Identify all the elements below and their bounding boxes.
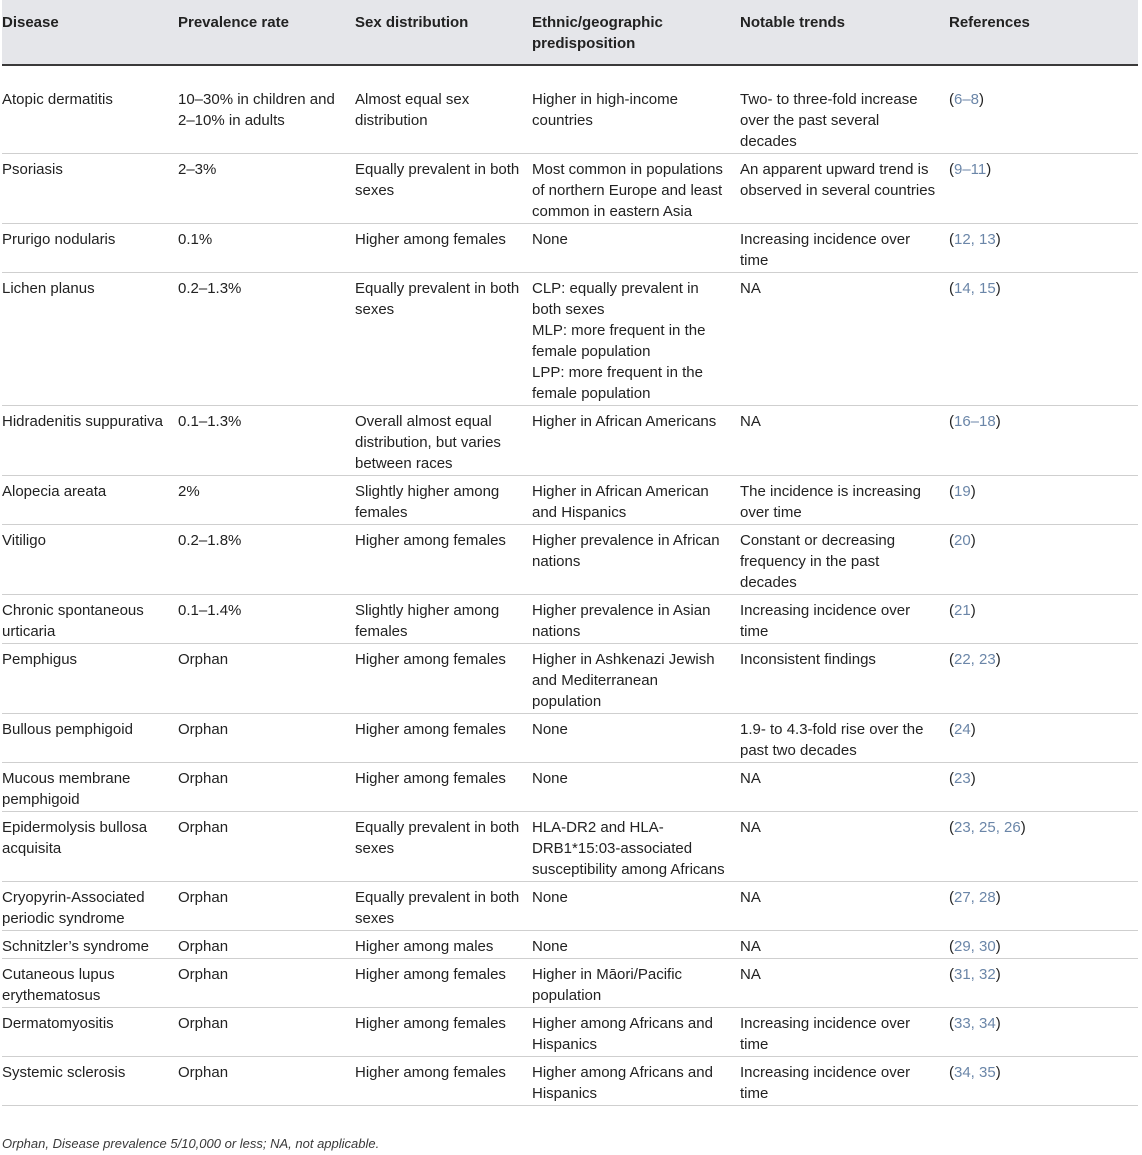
table-row: [2, 224, 1138, 273]
notable-trends-cell: Increasing incidence over time: [740, 231, 911, 269]
disease-cell: Atopic dermatitis: [2, 91, 113, 108]
disease-cell: Lichen planus: [2, 280, 95, 297]
notable-trends-cell: NA: [740, 819, 761, 836]
table-row: [2, 1008, 1138, 1057]
document-page: [2, 0, 1138, 1106]
ethnic-cell: None: [532, 889, 568, 906]
notable-trends-cell: NA: [740, 889, 761, 906]
header-disease: Disease: [2, 14, 59, 31]
table-row: [2, 763, 1138, 812]
ethnic-line: MLP: more frequent in the female population: [532, 322, 706, 360]
ethnic-cell: None: [532, 770, 568, 787]
reference-link[interactable]: 21: [954, 602, 971, 619]
sex-distribution-cell: Higher among females: [355, 966, 506, 983]
header-notable-trends: Notable trends: [740, 14, 846, 31]
reference-link[interactable]: 31, 32: [954, 966, 996, 983]
references-cell: (31, 32): [949, 966, 1001, 983]
ethnic-cell: Higher prevalence in African nations: [532, 532, 720, 570]
references-cell: (24): [949, 721, 976, 738]
prevalence-cell: Orphan: [178, 938, 229, 955]
prevalence-cell: 0.1%: [178, 231, 213, 248]
ethnic-cell: Higher among Africans and Hispanics: [532, 1015, 713, 1053]
prevalence-cell: 0.2–1.8%: [178, 532, 242, 549]
disease-cell: Cutaneous lupus erythematosus: [2, 966, 115, 1004]
notable-trends-cell: 1.9- to 4.3-fold rise over the past two decades: [740, 721, 924, 759]
references-cell: (14, 15): [949, 280, 1001, 297]
reference-link[interactable]: 29, 30: [954, 938, 996, 955]
ethnic-line: LPP: more frequent in the female population: [532, 364, 703, 402]
notable-trends-cell: NA: [740, 280, 761, 297]
prevalence-cell: Orphan: [178, 889, 229, 906]
ethnic-cell: Higher in high-income countries: [532, 91, 678, 129]
table-body: [2, 65, 1138, 1106]
reference-link[interactable]: 19: [954, 483, 971, 500]
sex-distribution-cell: Slightly higher among females: [355, 483, 500, 521]
table-row: [2, 273, 1138, 406]
table-header: [2, 0, 1138, 65]
prevalence-cell: Orphan: [178, 721, 229, 738]
prevalence-cell: 10–30% in children and 2–10% in adults: [178, 91, 335, 129]
table-row: [2, 812, 1138, 882]
ethnic-cell: None: [532, 938, 568, 955]
sex-distribution-cell: Slightly higher among females: [355, 602, 500, 640]
sex-distribution-cell: Higher among females: [355, 721, 506, 738]
sex-distribution-cell: Higher among females: [355, 1015, 506, 1032]
references-cell: (21): [949, 602, 976, 619]
ethnic-cell: None: [532, 721, 568, 738]
references-cell: (29, 30): [949, 938, 1001, 955]
prevalence-cell: Orphan: [178, 770, 229, 787]
reference-link[interactable]: 34, 35: [954, 1064, 996, 1081]
reference-link[interactable]: 23: [954, 770, 971, 787]
notable-trends-cell: The incidence is increasing over time: [740, 483, 921, 521]
notable-trends-cell: Increasing incidence over time: [740, 1015, 911, 1053]
notable-trends-cell: Two- to three-fold increase over the past several decades: [740, 91, 918, 150]
prevalence-cell: 2–3%: [178, 161, 217, 178]
prevalence-cell: 0.2–1.3%: [178, 280, 242, 297]
notable-trends-cell: An apparent upward trend is observed in several countries: [740, 161, 936, 199]
disease-cell: Chronic spontaneous urticaria: [2, 602, 144, 640]
ethnic-cell: Higher among Africans and Hispanics: [532, 1064, 713, 1102]
references-cell: (19): [949, 483, 976, 500]
references-cell: (6–8): [949, 91, 985, 108]
disease-cell: Cryopyrin-Associated periodic syndrome: [2, 889, 145, 927]
table-footnote: Orphan, Disease prevalence 5/10,000 or less; NA, not applicable.: [2, 1136, 380, 1151]
notable-trends-cell: NA: [740, 770, 761, 787]
reference-link[interactable]: 27, 28: [954, 889, 996, 906]
disease-cell: Vitiligo: [2, 532, 46, 549]
sex-distribution-cell: Higher among females: [355, 532, 506, 549]
references-cell: (20): [949, 532, 976, 549]
reference-link[interactable]: 16–18: [954, 413, 996, 430]
prevalence-cell: Orphan: [178, 1064, 229, 1081]
table-row: [2, 644, 1138, 714]
table-row: [2, 1057, 1138, 1106]
sex-distribution-cell: Equally prevalent in both sexes: [355, 161, 520, 199]
reference-link[interactable]: 20: [954, 532, 971, 549]
sex-distribution-cell: Higher among females: [355, 651, 506, 668]
reference-link[interactable]: 9–11: [954, 161, 987, 178]
references-cell: (33, 34): [949, 1015, 1001, 1032]
sex-distribution-cell: Higher among females: [355, 1064, 506, 1081]
ethnic-cell: Most common in populations of northern Europe and least common in eastern Asia: [532, 161, 723, 220]
references-cell: (9–11): [949, 161, 992, 178]
prevalence-cell: 2%: [178, 483, 200, 500]
table-row: [2, 714, 1138, 763]
ethnic-cell: HLA-DR2 and HLA-DRB1*15:03-associated susceptibility among Africans: [532, 819, 725, 878]
header-prevalence-rate: Prevalence rate: [178, 14, 289, 31]
disease-cell: Mucous membrane pemphigoid: [2, 770, 131, 808]
disease-cell: Schnitzler’s syndrome: [2, 938, 150, 955]
sex-distribution-cell: Equally prevalent in both sexes: [355, 889, 520, 927]
sex-distribution-cell: Higher among males: [355, 938, 494, 955]
prevalence-cell: Orphan: [178, 1015, 229, 1032]
header-ethnic-line-2: predisposition: [532, 35, 636, 52]
references-cell: (23, 25, 26): [949, 819, 1026, 836]
notable-trends-cell: NA: [740, 966, 761, 983]
ethnic-cell: Higher in Ashkenazi Jewish and Mediterranean population: [532, 651, 715, 710]
table-row: [2, 476, 1138, 525]
disease-cell: Hidradenitis suppurativa: [2, 413, 163, 430]
ethnic-cell: Higher in African Americans: [532, 413, 717, 430]
sex-distribution-cell: Equally prevalent in both sexes: [355, 280, 520, 318]
disease-epidemiology-table: [2, 0, 1138, 1106]
notable-trends-cell: Increasing incidence over time: [740, 602, 911, 640]
references-cell: (22, 23): [949, 651, 1001, 668]
header-row: [2, 0, 1138, 65]
references-cell: (12, 13): [949, 231, 1001, 248]
sex-distribution-cell: Equally prevalent in both sexes: [355, 819, 520, 857]
header-references: References: [949, 14, 1030, 31]
ethnic-cell: [532, 273, 740, 406]
sex-distribution-cell: Almost equal sex distribution: [355, 91, 470, 129]
ethnic-cell: Higher in African American and Hispanics: [532, 483, 709, 521]
reference-link[interactable]: 14, 15: [954, 280, 996, 297]
notable-trends-cell: NA: [740, 938, 761, 955]
table-row: [2, 931, 1138, 959]
reference-link[interactable]: 33, 34: [954, 1015, 996, 1032]
table-row: [2, 959, 1138, 1008]
table-row: [2, 154, 1138, 224]
prevalence-cell: 0.1–1.3%: [178, 413, 242, 430]
header-sex-distribution: Sex distribution: [355, 14, 469, 31]
disease-cell: Epidermolysis bullosa acquisita: [2, 819, 148, 857]
prevalence-cell: Orphan: [178, 819, 229, 836]
prevalence-cell: Orphan: [178, 651, 229, 668]
ethnic-cell: None: [532, 231, 568, 248]
prevalence-cell: Orphan: [178, 966, 229, 983]
reference-link[interactable]: 12, 13: [954, 231, 996, 248]
references-cell: (23): [949, 770, 976, 787]
reference-link[interactable]: 24: [954, 721, 971, 738]
sex-distribution-cell: Overall almost equal distribution, but varies between races: [355, 413, 501, 472]
references-cell: (16–18): [949, 413, 1001, 430]
disease-cell: Pemphigus: [2, 651, 78, 668]
disease-cell: Psoriasis: [2, 161, 63, 178]
header-ethnic-line-1: Ethnic/geographic: [532, 14, 663, 31]
disease-cell: Bullous pemphigoid: [2, 721, 133, 738]
references-cell: (34, 35): [949, 1064, 1001, 1081]
references-cell: (27, 28): [949, 889, 1001, 906]
table-row: [2, 882, 1138, 931]
disease-cell: Dermatomyositis: [2, 1015, 114, 1032]
sex-distribution-cell: Higher among females: [355, 770, 506, 787]
disease-cell: Prurigo nodularis: [2, 231, 116, 248]
reference-link[interactable]: 6–8: [954, 91, 980, 108]
notable-trends-cell: Increasing incidence over time: [740, 1064, 911, 1102]
notable-trends-cell: Constant or decreasing frequency in the past decades: [740, 532, 896, 591]
table-row: [2, 525, 1138, 595]
table-row: [2, 65, 1138, 154]
reference-link[interactable]: 22, 23: [954, 651, 996, 668]
header-ethnic-geographic: [532, 0, 740, 65]
reference-link[interactable]: 23, 25, 26: [954, 819, 1021, 836]
disease-cell: Systemic sclerosis: [2, 1064, 126, 1081]
sex-distribution-cell: Higher among females: [355, 231, 506, 248]
notable-trends-cell: NA: [740, 413, 761, 430]
notable-trends-cell: Inconsistent findings: [740, 651, 876, 668]
disease-cell: Alopecia areata: [2, 483, 107, 500]
ethnic-line: CLP: equally prevalent in both sexes: [532, 280, 699, 318]
table-row: [2, 595, 1138, 644]
table-row: [2, 406, 1138, 476]
ethnic-cell: Higher in Māori/Pacific population: [532, 966, 683, 1004]
ethnic-cell: Higher prevalence in Asian nations: [532, 602, 711, 640]
prevalence-cell: 0.1–1.4%: [178, 602, 242, 619]
